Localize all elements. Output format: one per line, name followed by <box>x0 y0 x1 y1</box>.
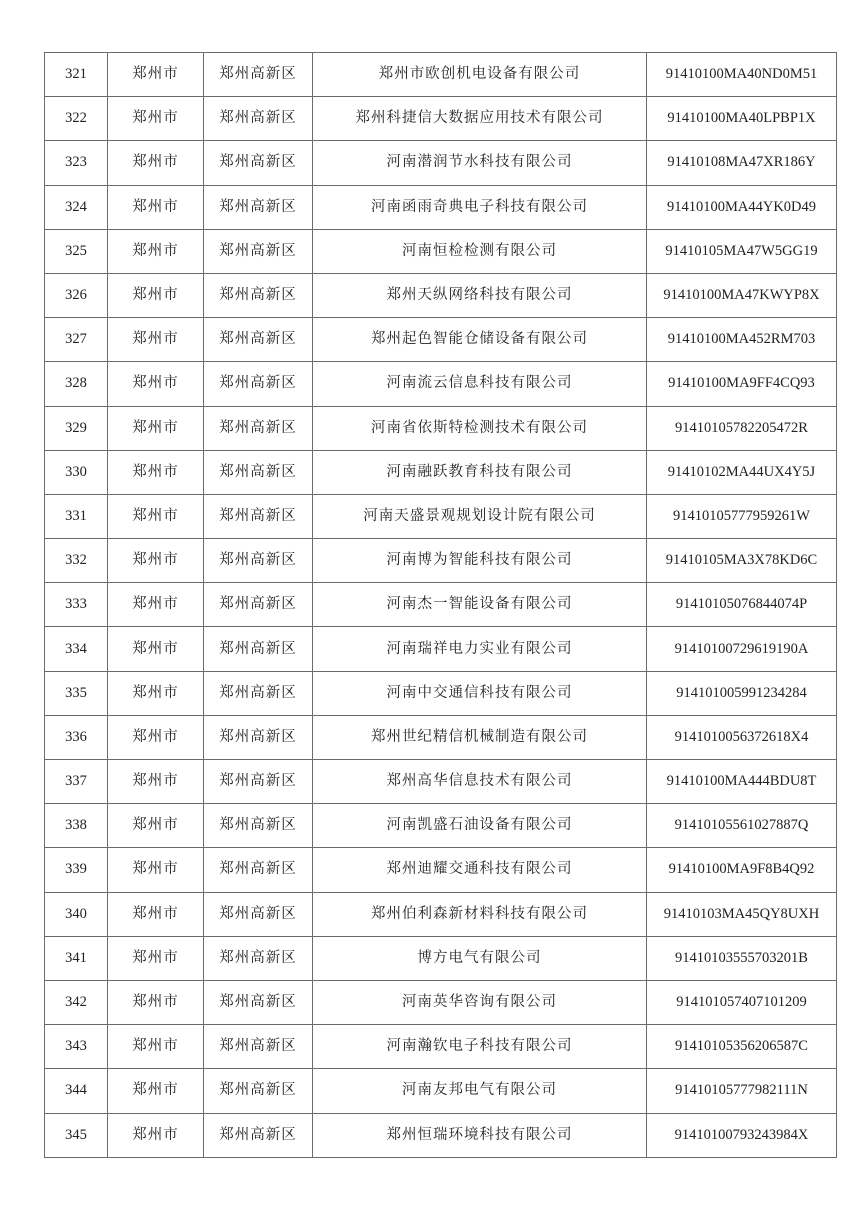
row-number-cell: 345 <box>45 1113 108 1157</box>
row-number-cell: 340 <box>45 892 108 936</box>
district-cell: 郑州高新区 <box>204 229 313 273</box>
table-row <box>45 362 837 406</box>
table-row <box>45 185 837 229</box>
table-row <box>45 494 837 538</box>
company-name-cell: 河南融跃教育科技有限公司 <box>313 450 647 494</box>
credit-code-cell: 91410105777982111N <box>647 1069 837 1113</box>
district-cell: 郑州高新区 <box>204 141 313 185</box>
city-cell: 郑州市 <box>108 715 204 759</box>
city-cell: 郑州市 <box>108 892 204 936</box>
city-cell: 郑州市 <box>108 627 204 671</box>
company-name-cell: 郑州科捷信大数据应用技术有限公司 <box>313 97 647 141</box>
company-name-cell: 河南省依斯特检测技术有限公司 <box>313 406 647 450</box>
city-cell: 郑州市 <box>108 141 204 185</box>
district-cell: 郑州高新区 <box>204 760 313 804</box>
district-cell: 郑州高新区 <box>204 804 313 848</box>
row-number-cell: 329 <box>45 406 108 450</box>
district-cell: 郑州高新区 <box>204 273 313 317</box>
enterprise-list-table <box>44 52 837 1158</box>
table-row <box>45 583 837 627</box>
company-name-cell: 河南英华咨询有限公司 <box>313 980 647 1024</box>
credit-code-cell: 91410105MA47W5GG19 <box>647 229 837 273</box>
credit-code-cell: 91410103MA45QY8UXH <box>647 892 837 936</box>
row-number-cell: 324 <box>45 185 108 229</box>
credit-code-cell: 91410100MA40ND0M51 <box>647 53 837 97</box>
row-number-cell: 334 <box>45 627 108 671</box>
city-cell: 郑州市 <box>108 406 204 450</box>
district-cell: 郑州高新区 <box>204 318 313 362</box>
company-name-cell: 河南友邦电气有限公司 <box>313 1069 647 1113</box>
city-cell: 郑州市 <box>108 318 204 362</box>
row-number-cell: 332 <box>45 539 108 583</box>
company-name-cell: 郑州伯利森新材料科技有限公司 <box>313 892 647 936</box>
row-number-cell: 342 <box>45 980 108 1024</box>
table-row <box>45 980 837 1024</box>
table-row <box>45 627 837 671</box>
company-name-cell: 郑州迪耀交通科技有限公司 <box>313 848 647 892</box>
table-row <box>45 450 837 494</box>
row-number-cell: 326 <box>45 273 108 317</box>
row-number-cell: 330 <box>45 450 108 494</box>
credit-code-cell: 914101005991234284 <box>647 671 837 715</box>
city-cell: 郑州市 <box>108 494 204 538</box>
credit-code-cell: 91410100MA44YK0D49 <box>647 185 837 229</box>
table-row <box>45 804 837 848</box>
row-number-cell: 339 <box>45 848 108 892</box>
district-cell: 郑州高新区 <box>204 848 313 892</box>
table-row <box>45 936 837 980</box>
row-number-cell: 343 <box>45 1025 108 1069</box>
company-name-cell: 河南瑞祥电力实业有限公司 <box>313 627 647 671</box>
district-cell: 郑州高新区 <box>204 185 313 229</box>
row-number-cell: 327 <box>45 318 108 362</box>
district-cell: 郑州高新区 <box>204 450 313 494</box>
row-number-cell: 322 <box>45 97 108 141</box>
table-row <box>45 97 837 141</box>
credit-code-cell: 91410100MA9FF4CQ93 <box>647 362 837 406</box>
company-name-cell: 郑州恒瑞环境科技有限公司 <box>313 1113 647 1157</box>
credit-code-cell: 91410100729619190A <box>647 627 837 671</box>
city-cell: 郑州市 <box>108 1025 204 1069</box>
district-cell: 郑州高新区 <box>204 671 313 715</box>
credit-code-cell: 91410100MA452RM703 <box>647 318 837 362</box>
district-cell: 郑州高新区 <box>204 97 313 141</box>
table-body <box>45 53 837 1158</box>
company-name-cell: 河南凯盛石油设备有限公司 <box>313 804 647 848</box>
city-cell: 郑州市 <box>108 671 204 715</box>
credit-code-cell: 91410105777959261W <box>647 494 837 538</box>
credit-code-cell: 91410103555703201B <box>647 936 837 980</box>
credit-code-cell: 91410100MA47KWYP8X <box>647 273 837 317</box>
district-cell: 郑州高新区 <box>204 539 313 583</box>
table-row <box>45 141 837 185</box>
company-name-cell: 郑州世纪精信机械制造有限公司 <box>313 715 647 759</box>
credit-code-cell: 91410108MA47XR186Y <box>647 141 837 185</box>
row-number-cell: 323 <box>45 141 108 185</box>
table-row <box>45 715 837 759</box>
credit-code-cell: 914101057407101209 <box>647 980 837 1024</box>
row-number-cell: 341 <box>45 936 108 980</box>
table-row <box>45 318 837 362</box>
district-cell: 郑州高新区 <box>204 53 313 97</box>
company-name-cell: 河南瀚钦电子科技有限公司 <box>313 1025 647 1069</box>
district-cell: 郑州高新区 <box>204 1069 313 1113</box>
district-cell: 郑州高新区 <box>204 583 313 627</box>
table-row <box>45 671 837 715</box>
credit-code-cell: 91410105782205472R <box>647 406 837 450</box>
city-cell: 郑州市 <box>108 760 204 804</box>
row-number-cell: 336 <box>45 715 108 759</box>
credit-code-cell: 91410105561027887Q <box>647 804 837 848</box>
row-number-cell: 344 <box>45 1069 108 1113</box>
city-cell: 郑州市 <box>108 804 204 848</box>
credit-code-cell: 91410105356206587C <box>647 1025 837 1069</box>
credit-code-cell: 91410102MA44UX4Y5J <box>647 450 837 494</box>
table-row <box>45 848 837 892</box>
credit-code-cell: 9141010056372618X4 <box>647 715 837 759</box>
table-row <box>45 53 837 97</box>
city-cell: 郑州市 <box>108 53 204 97</box>
district-cell: 郑州高新区 <box>204 1113 313 1157</box>
credit-code-cell: 91410100MA444BDU8T <box>647 760 837 804</box>
company-name-cell: 河南潜润节水科技有限公司 <box>313 141 647 185</box>
company-name-cell: 河南流云信息科技有限公司 <box>313 362 647 406</box>
city-cell: 郑州市 <box>108 185 204 229</box>
district-cell: 郑州高新区 <box>204 936 313 980</box>
city-cell: 郑州市 <box>108 450 204 494</box>
company-name-cell: 河南博为智能科技有限公司 <box>313 539 647 583</box>
row-number-cell: 331 <box>45 494 108 538</box>
row-number-cell: 338 <box>45 804 108 848</box>
city-cell: 郑州市 <box>108 539 204 583</box>
table-row <box>45 1113 837 1157</box>
district-cell: 郑州高新区 <box>204 980 313 1024</box>
city-cell: 郑州市 <box>108 362 204 406</box>
row-number-cell: 333 <box>45 583 108 627</box>
table-row <box>45 760 837 804</box>
company-name-cell: 郑州市欧创机电设备有限公司 <box>313 53 647 97</box>
credit-code-cell: 91410105076844074P <box>647 583 837 627</box>
row-number-cell: 328 <box>45 362 108 406</box>
company-name-cell: 郑州起色智能仓储设备有限公司 <box>313 318 647 362</box>
row-number-cell: 321 <box>45 53 108 97</box>
company-name-cell: 河南杰一智能设备有限公司 <box>313 583 647 627</box>
table-row <box>45 273 837 317</box>
table-row <box>45 892 837 936</box>
city-cell: 郑州市 <box>108 1113 204 1157</box>
credit-code-cell: 91410100MA9F8B4Q92 <box>647 848 837 892</box>
company-name-cell: 郑州高华信息技术有限公司 <box>313 760 647 804</box>
district-cell: 郑州高新区 <box>204 362 313 406</box>
district-cell: 郑州高新区 <box>204 406 313 450</box>
table-row <box>45 1069 837 1113</box>
company-name-cell: 郑州天纵网络科技有限公司 <box>313 273 647 317</box>
row-number-cell: 325 <box>45 229 108 273</box>
city-cell: 郑州市 <box>108 980 204 1024</box>
table-row <box>45 1025 837 1069</box>
table-row <box>45 406 837 450</box>
district-cell: 郑州高新区 <box>204 1025 313 1069</box>
district-cell: 郑州高新区 <box>204 892 313 936</box>
row-number-cell: 337 <box>45 760 108 804</box>
city-cell: 郑州市 <box>108 229 204 273</box>
city-cell: 郑州市 <box>108 1069 204 1113</box>
table-row <box>45 539 837 583</box>
district-cell: 郑州高新区 <box>204 494 313 538</box>
city-cell: 郑州市 <box>108 583 204 627</box>
company-name-cell: 河南天盛景观规划设计院有限公司 <box>313 494 647 538</box>
city-cell: 郑州市 <box>108 97 204 141</box>
company-name-cell: 河南恒检检测有限公司 <box>313 229 647 273</box>
row-number-cell: 335 <box>45 671 108 715</box>
district-cell: 郑州高新区 <box>204 715 313 759</box>
company-name-cell: 河南函雨奇典电子科技有限公司 <box>313 185 647 229</box>
company-name-cell: 河南中交通信科技有限公司 <box>313 671 647 715</box>
table-row <box>45 229 837 273</box>
city-cell: 郑州市 <box>108 848 204 892</box>
credit-code-cell: 91410100MA40LPBP1X <box>647 97 837 141</box>
city-cell: 郑州市 <box>108 936 204 980</box>
credit-code-cell: 91410100793243984X <box>647 1113 837 1157</box>
city-cell: 郑州市 <box>108 273 204 317</box>
district-cell: 郑州高新区 <box>204 627 313 671</box>
company-name-cell: 博方电气有限公司 <box>313 936 647 980</box>
credit-code-cell: 91410105MA3X78KD6C <box>647 539 837 583</box>
